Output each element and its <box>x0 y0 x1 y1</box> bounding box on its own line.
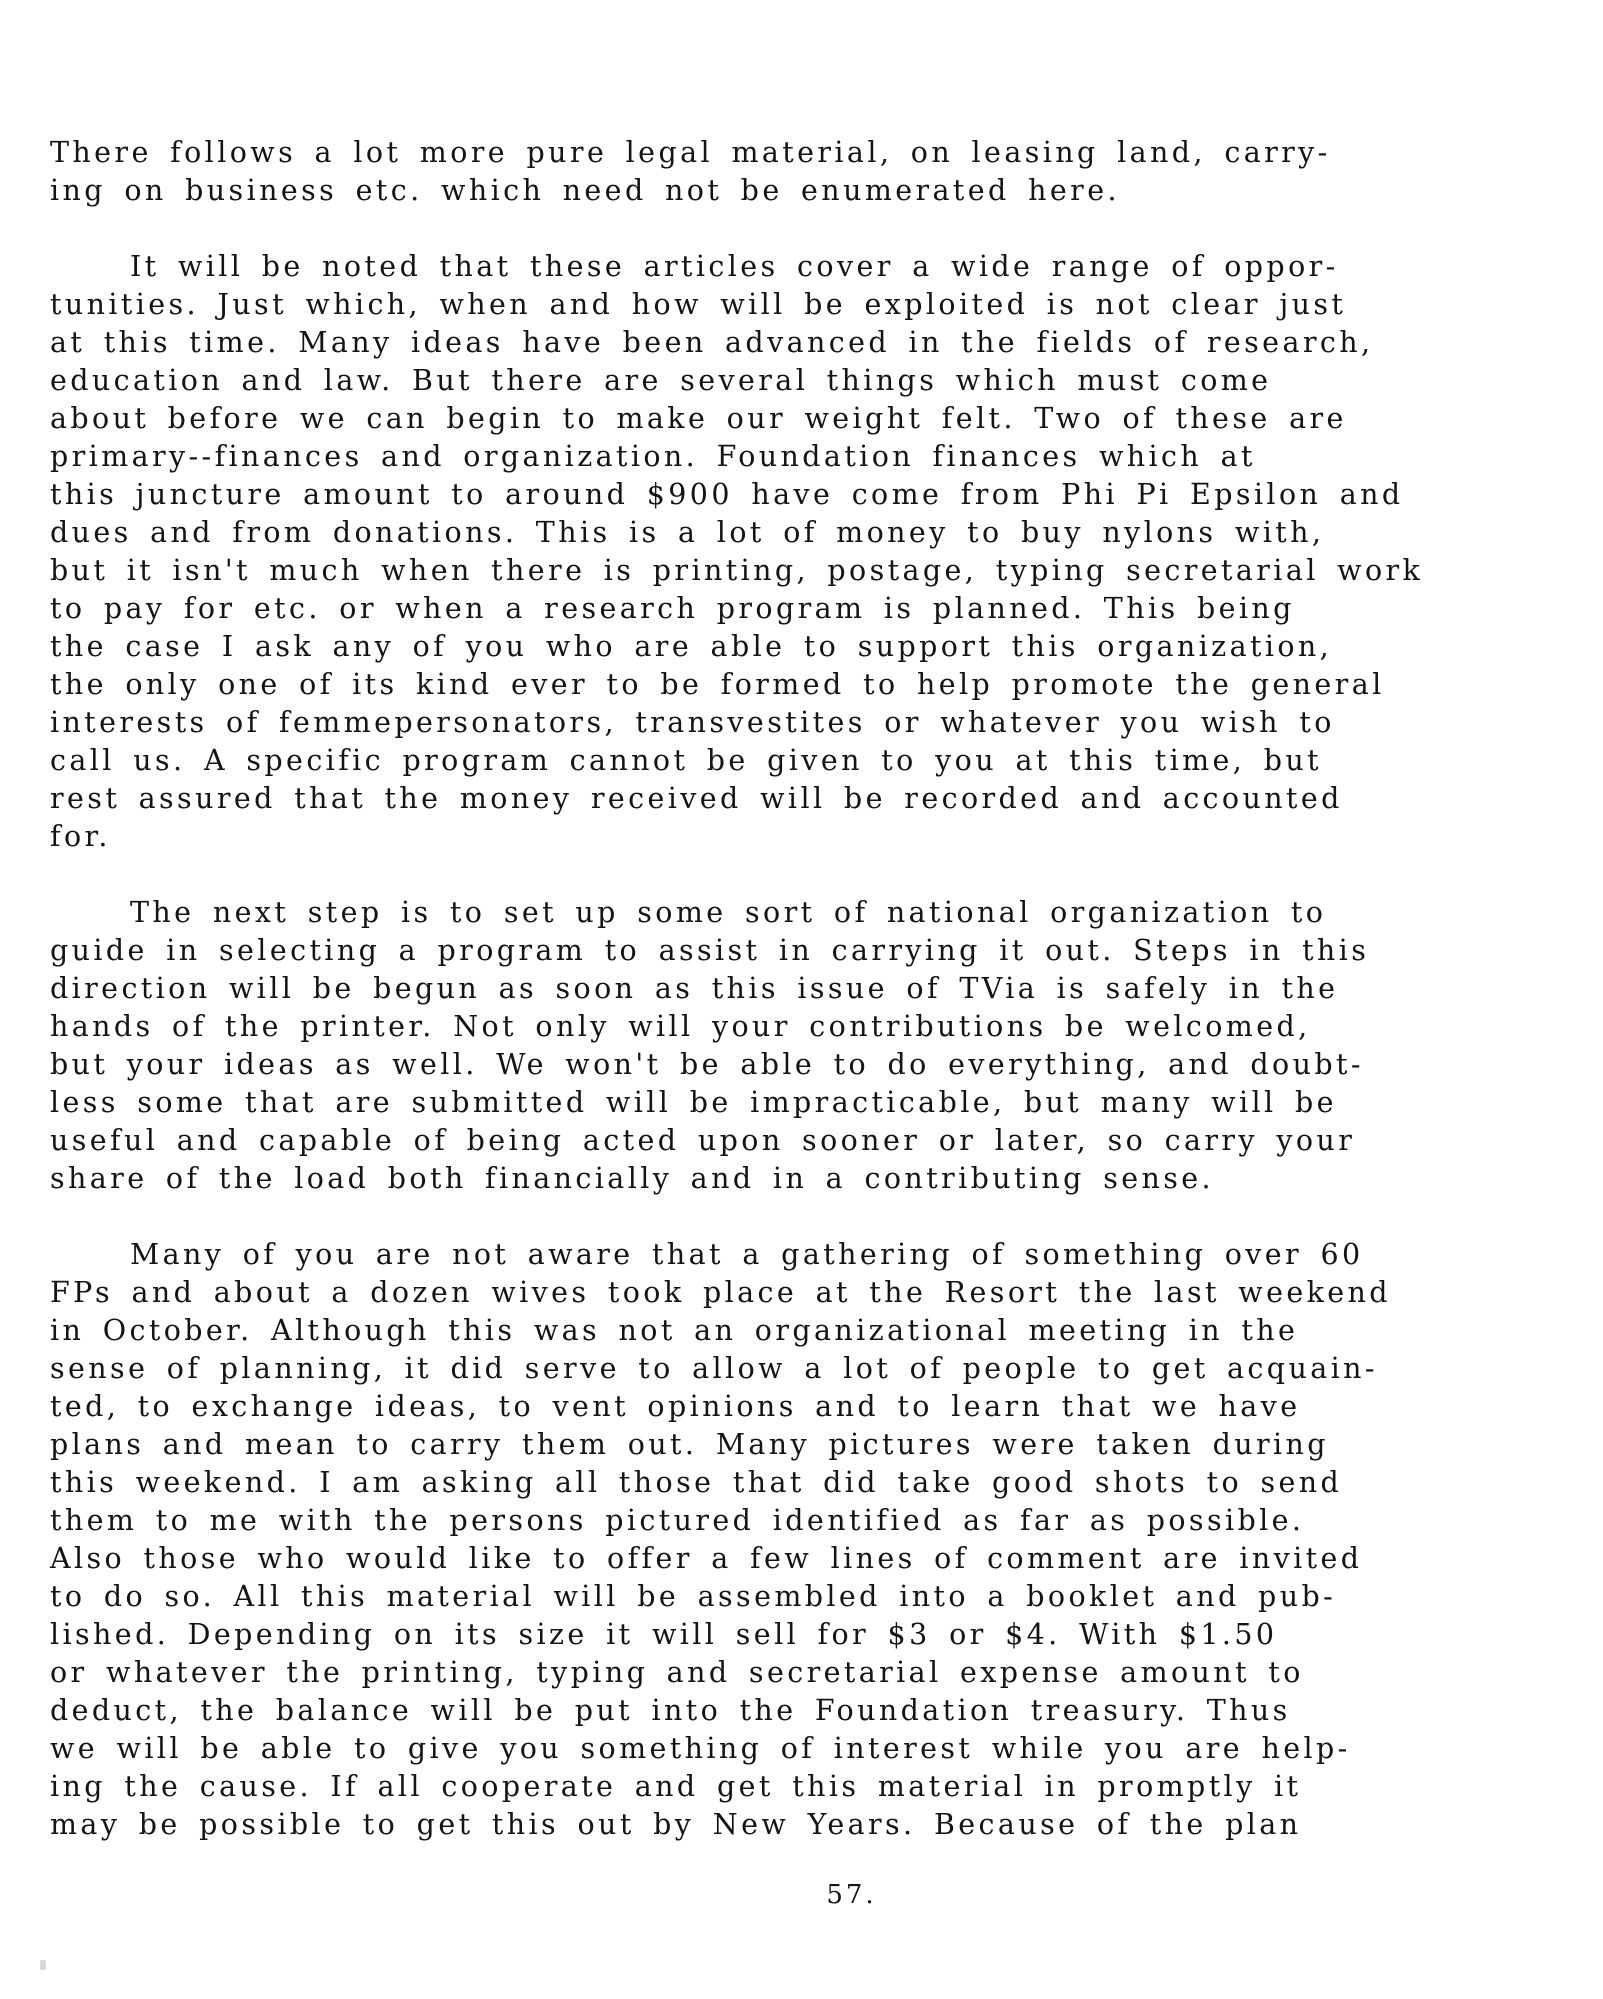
text-line: but it isn't much when there is printing, postage, typing secretarial work <box>50 554 1424 587</box>
text-line: deduct, the balance will be put into the Foundation treasury. Thus <box>50 1694 1291 1727</box>
text-line: It will be noted that these articles cover a wide range of oppor- <box>130 250 1339 283</box>
text-line: primary--finances and organization. Foundation finances which at <box>50 440 1256 473</box>
text-line: share of the load both financially and in a contributing sense. <box>50 1162 1215 1195</box>
text-line: FPs and about a dozen wives took place at the Resort the last weekend <box>50 1276 1391 1309</box>
paragraph-gap <box>50 210 1550 248</box>
text-line: but your ideas as well. We won't be able to do everything, and doubt- <box>50 1048 1364 1081</box>
text-line: Also those who would like to offer a few lines of comment are invited <box>50 1542 1363 1575</box>
text-line: interests of femmepersonators, transvestites or whatever you wish to <box>50 706 1335 739</box>
text-line: ted, to exchange ideas, to vent opinions and to learn that we have <box>50 1390 1301 1423</box>
text-line: about before we can begin to make our weight felt. Two of these are <box>50 402 1347 435</box>
text-line: to do so. All this material will be assembled into a booklet and pub- <box>50 1580 1337 1613</box>
text-line: direction will be begun as soon as this issue of TVia is safely in the <box>50 972 1339 1005</box>
text-line: useful and capable of being acted upon sooner or later, so carry your <box>50 1124 1356 1157</box>
text-line: guide in selecting a program to assist in carrying it out. Steps in this <box>50 934 1370 967</box>
text-line: to pay for etc. or when a research program is planned. This being <box>50 592 1295 625</box>
text-line: call us. A specific program cannot be given to you at this time, but <box>50 744 1322 777</box>
text-line: we will be able to give you something of interest while you are help- <box>50 1732 1351 1765</box>
page-number-label: 57. <box>826 1880 877 1910</box>
text-line: the case I ask any of you who are able to support this organization, <box>50 630 1333 663</box>
text-line: them to me with the persons pictured identified as far as possible. <box>50 1504 1305 1537</box>
paragraph-gap <box>50 856 1550 894</box>
text-line: There follows a lot more pure legal material, on leasing land, carry- <box>50 136 1331 169</box>
body-text <box>50 134 1550 1844</box>
text-line: lished. Depending on its size it will sell for $3 or $4. With $1.50 <box>50 1618 1278 1651</box>
text-line: this weekend. I am asking all those that did take good shots to send <box>50 1466 1343 1499</box>
text-line: this juncture amount to around $900 have come from Phi Pi Epsilon and <box>50 478 1404 511</box>
page-number <box>0 1880 1603 1910</box>
text-line: for. <box>50 820 111 853</box>
text-line: rest assured that the money received will be recorded and accounted <box>50 782 1343 815</box>
text-line: less some that are submitted will be impracticable, but many will be <box>50 1086 1337 1119</box>
text-line: ing the cause. If all cooperate and get this material in promptly it <box>50 1770 1302 1803</box>
text-line: the only one of its kind ever to be formed to help promote the general <box>50 668 1385 701</box>
text-line: plans and mean to carry them out. Many pictures were taken during <box>50 1428 1329 1461</box>
text-line: sense of planning, it did serve to allow a lot of people to get acquain- <box>50 1352 1378 1385</box>
text-line: hands of the printer. Not only will your contributions be welcomed, <box>50 1010 1311 1043</box>
text-line: dues and from donations. This is a lot of money to buy nylons with, <box>50 516 1325 549</box>
paragraph <box>50 134 1550 210</box>
text-line: at this time. Many ideas have been advanced in the fields of research, <box>50 326 1374 359</box>
text-line: tunities. Just which, when and how will be exploited is not clear just <box>50 288 1347 321</box>
text-line: The next step is to set up some sort of national organization to <box>130 896 1327 929</box>
text-line: ing on business etc. which need not be enumerated here. <box>50 174 1120 207</box>
paragraph <box>50 1236 1550 1844</box>
text-line: may be possible to get this out by New Years. Because of the plan <box>50 1808 1302 1841</box>
text-line: education and law. But there are several things which must come <box>50 364 1272 397</box>
text-line: Many of you are not aware that a gathering of something over 60 <box>130 1238 1364 1271</box>
paragraph <box>50 894 1550 1198</box>
text-line: or whatever the printing, typing and secretarial expense amount to <box>50 1656 1304 1689</box>
text-line: in October. Although this was not an organizational meeting in the <box>50 1314 1299 1347</box>
paragraph <box>50 248 1550 856</box>
paragraph-gap <box>50 1198 1550 1236</box>
scan-speck <box>40 1960 46 1970</box>
